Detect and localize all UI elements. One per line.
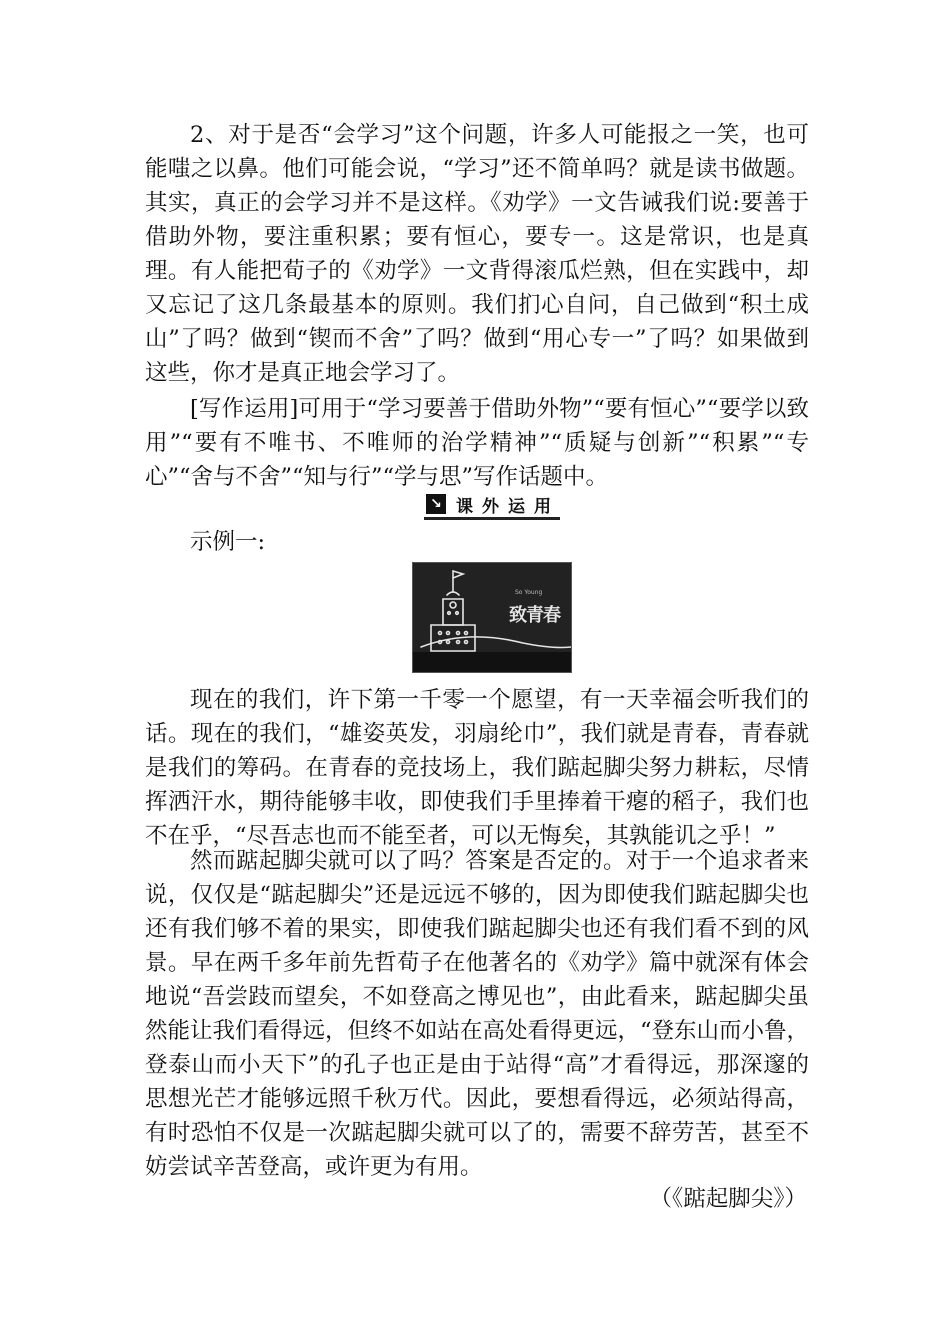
chalk-ledge [413,652,571,672]
section-heading [424,491,560,520]
section-heading-label: 课外运用 [456,496,560,517]
example-label: 示例一: [190,529,266,555]
paragraph-tiptoe: 然而踮起脚尖就可以了吗？答案是否定的。对于一个追求者来说，仅仅是“踮起脚尖”还是远远不够的，因为即使我们踮起脚尖也还有我们够不着的果实，即使我们踮起脚尖也还有我们看不到的风景。早在两千多年前先哲荀子在他著名的《劝学》篇中就深有体会地说“吾尝跂而望矣，不如登高之博见也”，由此看来，踮起脚尖虽然能让我们看得远，但终不如站在高处看得更远，“登东山而小鲁，登泰山而小天下”的孔子也正是由于站得“高”才看得远，那深邃的思想光芒才能够远照千秋万代。因此，要想看得远，必须站得高，有时恐怕不仅是一次踮起脚尖就可以了的，需要不辞劳苦，甚至不妨尝试辛苦登高，或许更为有用。 [145,848,810,1180]
text-block-1 [145,118,809,390]
text-block-2 [145,392,809,494]
paragraph-study: 2、对于是否“会学习”这个问题，许多人可能报之一笑，也可能嗤之以鼻。他们可能会说，“学习”还不简单吗？就是读书做题。其实，真正的会学习并不是这样。《劝学》一文告诫我们说:要善于借助外物，要注重积累；要有恒心，要专一。这是常识，也是真理。有人能把荀子的《劝学》一文背得滚瓜烂熟，但在实践中，却又忘记了这几条最基本的原则。我们扪心自问，自己做到“积土成山”了吗？做到“锲而不舍”了吗？做到“用心专一”了吗？如果做到这些，你才是真正地会学习了。 [145,122,809,386]
arrow-down-right-icon: ↘ [426,494,446,514]
paragraph-youth: 现在的我们，许下第一千零一个愿望，有一天幸福会听我们的话。现在的我们，“雄姿英发，羽扇纶巾”，我们就是青春，青春就是我们的筹码。在青春的竞技场上，我们踮起脚尖努力耕耘，尽情挥洒汗水，期待能够丰收，即使我们手里捧着干瘪的稻子，我们也不在乎，“尽吾志也而不能至者，可以无悔矣，其孰能讥之乎！” [145,687,809,849]
source-citation: （《踮起脚尖》） [649,1186,807,1212]
chalkboard-image [412,562,572,673]
paragraph-writing-use: [写作运用]可用于“学习要善于借助外物”“要有恒心”“要学以致用”“要有不唯书、不唯师的治学精神”“质疑与创新”“积累”“专心”“舍与不舍”“知与行”“学与思”写作话题中。 [145,396,809,490]
text-block-4 [145,844,809,1184]
figure-subtitle: So Young [515,589,543,596]
figure-title: 致青春 [509,605,560,626]
text-block-3 [145,683,809,853]
